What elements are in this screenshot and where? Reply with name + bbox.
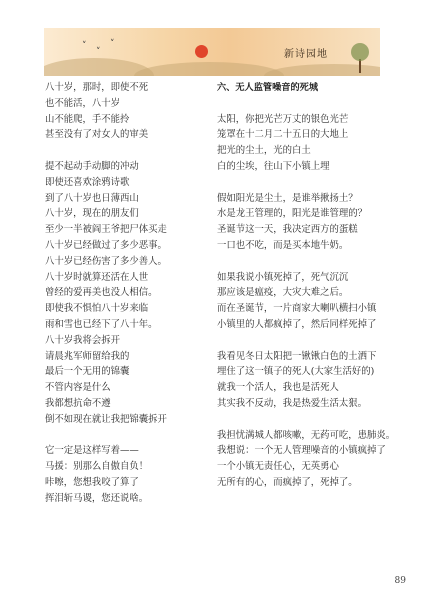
poem-line: 八十岁时就算还活在人世	[45, 271, 149, 283]
poem-line: 水是龙王管理的，阳光是谁管理的？	[217, 208, 368, 220]
poem-line: 假如阳光是尘土，是谁举揪扬土？	[217, 192, 358, 204]
stanza-gap	[45, 143, 213, 159]
poem-line: 如果我说小镇死掉了，死气沉沉	[217, 271, 349, 283]
poem-line: 埋住了这一镇子的死人(大家生活好的)	[217, 366, 375, 378]
stanza-gap	[217, 175, 389, 191]
poem-line: 无所有的心，而疯掉了，死掉了。	[217, 476, 358, 488]
stanza-gap	[217, 412, 389, 428]
poem-line: 八十岁，现在的朋友们	[45, 208, 139, 220]
poem-line: 倒不如现在就让我把锦囊拆开	[45, 413, 167, 425]
hill-decoration	[134, 62, 284, 76]
poem-line: 而在圣诞节，一片商家大喇叭横扫小镇	[217, 303, 377, 315]
poem-line: 我担忧满城人都咳嗽，无药可吃，患肺炎。	[217, 429, 396, 441]
poem-line: 八十岁已经伤害了多少善人。	[45, 255, 167, 267]
poem-line: 我都想抗命不遵	[45, 397, 111, 409]
poem-line: 八十岁已经做过了多少恶事。	[45, 239, 167, 251]
banner-title: 新诗园地	[284, 49, 328, 60]
poem-line: 挥泪斩马谡，您还说啥。	[45, 492, 149, 504]
poem-line: 把光的尘土，光的白土	[217, 145, 311, 157]
poem-line: 那应该是瘟疫，大灾大难之后。	[217, 287, 349, 299]
poem-line: 提不起动手动脚的冲动	[45, 160, 139, 172]
bird-icon: ˅	[96, 47, 101, 57]
poem-line: 咔嚓，您想我咬了算了	[45, 476, 139, 488]
poem-line: 到了八十岁也日薄西山	[45, 192, 139, 204]
poem-line: 即使我不惧怕八十岁来临	[45, 303, 149, 315]
poem-line: 圣诞节这一天，我决定西方的蛋糕	[217, 224, 358, 236]
poem-line: 八十岁，那时，即使不死	[45, 82, 149, 93]
poem-line: 甚至没有了对女人的审美	[45, 129, 149, 141]
poem-line: 白的尘埃，往山下小镇上埋	[217, 160, 330, 172]
poem-line: 至少一半被阎王爷把尸体买走	[45, 224, 167, 236]
page-number: 89	[394, 576, 406, 586]
left-column	[45, 80, 213, 507]
poem-line: 它一定是这样写着——	[45, 445, 139, 457]
poem-line: 八十岁我将会拆开	[45, 334, 121, 346]
poem-line: 山不能爬，手不能拎	[45, 113, 130, 125]
poem-line: 即使还喜欢涂鸦诗歌	[45, 176, 130, 188]
poem-line: 曾经的爱再美也没人相信。	[45, 287, 158, 299]
poem-line: 马援：别那么自傲自负！	[45, 461, 149, 473]
poem-line: 请晨兆军师留给我的	[45, 350, 130, 362]
bird-icon: ˅	[82, 41, 87, 51]
tree-icon	[350, 39, 370, 73]
poem-line: 雨和雪也已经下了八十年。	[45, 318, 158, 330]
stanza-gap	[217, 254, 389, 270]
sun-icon	[195, 45, 208, 58]
poem-line: 我看见冬日太阳把一锹锹白色的土洒下	[217, 350, 377, 362]
poem-line: 太阳，你把光芒万丈的银色光芒	[217, 113, 349, 125]
bird-icon: ˅	[110, 39, 115, 49]
poem-line: 最后一个无用的锦囊	[45, 366, 130, 378]
stanza-gap	[217, 333, 389, 349]
poem-line: 就我一个活人，我也是活死人	[217, 382, 339, 394]
right-column	[217, 80, 396, 491]
poem-line: 不管内容是什么	[45, 382, 111, 394]
stanza-gap	[45, 428, 213, 444]
poem-line: 笼罩在十二月二十五日的大地上	[217, 129, 349, 141]
poem-line: 也不能活，八十岁	[45, 97, 121, 109]
poem-line: 其实我不反动，我是热爱生活太狠。	[217, 397, 368, 409]
section-heading: 六、无人监管噪音的死城	[217, 82, 319, 93]
poem-line: 一口也不吃，而是买本地牛奶。	[217, 239, 349, 251]
stanza-gap	[217, 96, 389, 112]
section-banner	[44, 28, 380, 76]
poem-line: 我想说：一个无人管理噪音的小镇疯掉了	[217, 445, 386, 457]
poem-line: 一个小镇无责任心，无英勇心	[217, 461, 339, 473]
poem-line: 小镇里的人都疯掉了，然后同样死掉了	[217, 318, 377, 330]
